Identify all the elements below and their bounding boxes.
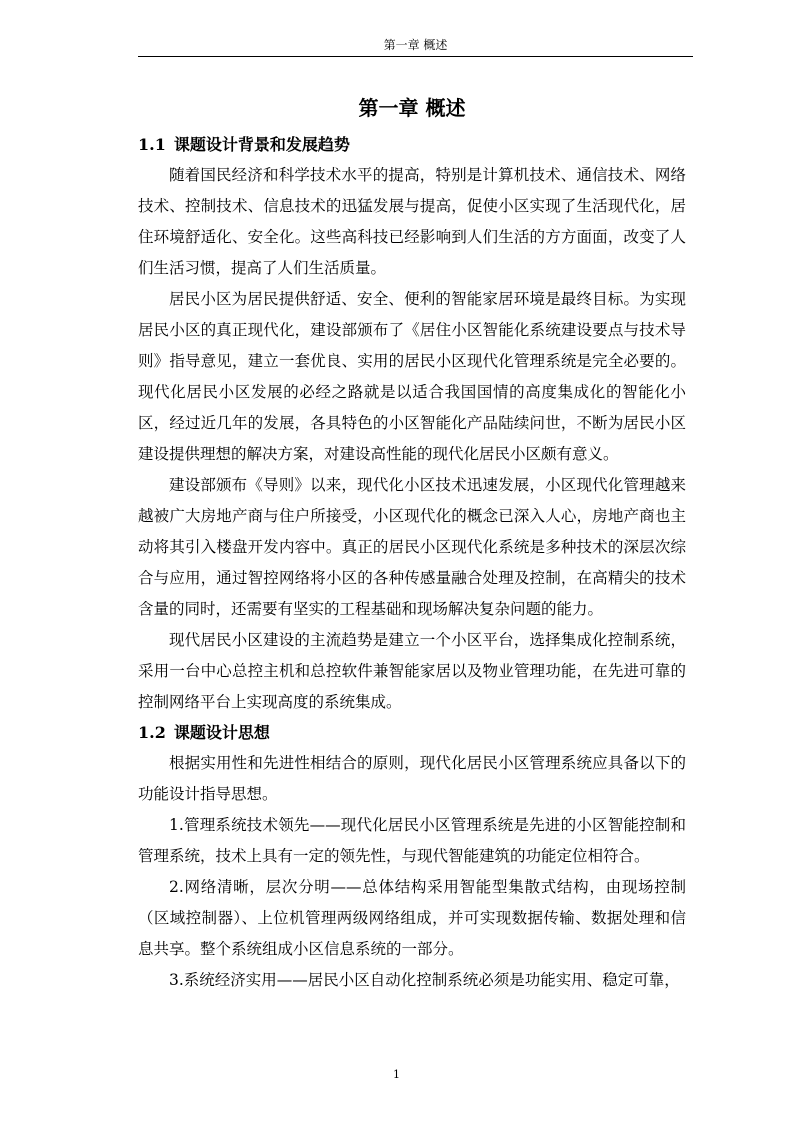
running-header: 第一章 概述	[383, 38, 448, 52]
paragraph: 根据实用性和先进性相结合的原则，现代化居民小区管理系统应具备以下的功能设计指导思想。	[138, 754, 686, 803]
section-heading-1-1	[138, 130, 686, 160]
paragraph: 1.管理系统技术领先——现代化居民小区管理系统是先进的小区智能控制和管理系统，技术上具有一定的领先性，与现代智能建筑的功能定位相符合。	[138, 816, 686, 865]
paragraph: 3.系统经济实用——居民小区自动化控制系统必须是功能实用、稳定可靠，	[169, 971, 680, 989]
paragraph: 2.网络清晰，层次分明——总体结构采用智能型集散式结构，由现场控制（区域控制器）、上位机管理两级网络组成，并可实现数据传输、数据处理和信息共享。整个系统组成小区信息系统的一部分。	[138, 878, 686, 958]
section-heading-1-2	[138, 718, 686, 748]
page-body	[138, 92, 686, 996]
paragraph: 现代居民小区建设的主流趋势是建立一个小区平台，选择集成化控制系统，采用一台中心总控主机和总控软件兼智能家居以及物业管理功能，在先进可靠的控制网络平台上实现高度的系统集成。	[138, 631, 686, 711]
section-number: 1.2	[138, 723, 166, 742]
section-number: 1.1	[138, 135, 166, 154]
section-title: 课题设计思想	[173, 723, 270, 742]
section-title: 课题设计背景和发展趋势	[173, 135, 350, 154]
paragraph: 建设部颁布《导则》以来，现代化小区技术迅速发展，小区现代化管理越来越被广大房地产商与住户所接受，小区现代化的概念已深入人心，房地产商也主动将其引入楼盘开发内容中。真正的居民小区现代化系统是多种技术的深层次综合与应用，通过智控网络将小区的各种传感量融合处理及控制，在高精尖的技术含量的同时，还需要有坚实的工程基础和现场解决复杂问题的能力。	[138, 476, 686, 618]
paragraph: 随着国民经济和科学技术水平的提高，特别是计算机技术、通信技术、网络技术、控制技术、信息技术的迅猛发展与提高，促使小区实现了生活现代化，居住环境舒适化、安全化。这些高科技已经影响到人们生活的方方面面，改变了人们生活习惯，提高了人们生活质量。	[138, 166, 686, 277]
paragraph: 居民小区为居民提供舒适、安全、便利的智能家居环境是最终目标。为实现居民小区的真正现代化，建设部颁布了《居住小区智能化系统建设要点与技术导则》指导意见，建立一套优良、实用的居民小区现代化管理系统是完全必要的。现代化居民小区发展的必经之路就是以适合我国国情的高度集成化的智能化小区，经过近几年的发展，各具特色的小区智能化产品陆续问世，不断为居民小区建设提供理想的解决方案，对建设高性能的现代化居民小区颇有意义。	[138, 290, 686, 463]
chapter-title: 第一章 概述	[358, 96, 466, 120]
header-rule	[138, 56, 693, 57]
page-number: 1	[393, 1068, 400, 1081]
